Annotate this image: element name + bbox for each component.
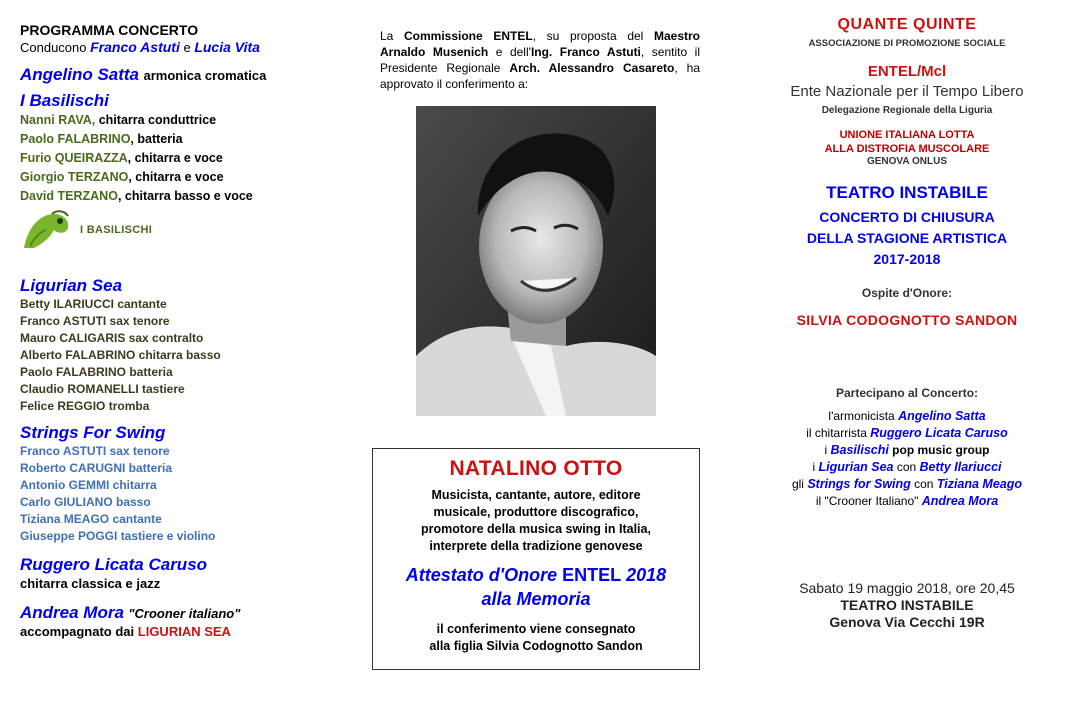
conductor-join: e xyxy=(183,40,191,55)
delegazione-label: Delegazione Regionale della Liguria xyxy=(821,105,993,116)
ruggero-role: chitarra classica e jazz xyxy=(20,576,161,591)
award-box xyxy=(372,448,700,670)
basilischi-logo-text: I BASILISCHI xyxy=(80,224,153,236)
conducono-label: Conducono xyxy=(20,40,87,55)
ruggero-name: Ruggero Licata Caruso xyxy=(20,555,208,574)
ente-name: Ente Nazionale per il Tempo Libero xyxy=(790,83,1024,100)
list-item: Paolo FALABRINO, batteria xyxy=(20,132,183,146)
strings-title: Strings For Swing xyxy=(20,423,166,442)
list-item: Roberto CARUGNI batteria xyxy=(20,461,173,475)
list-item: Giuseppe POGGI tastiere e violino xyxy=(20,529,216,543)
list-item: Carlo GIULIANO basso xyxy=(20,495,151,509)
honoree-description: Musicista, cantante, autore, editore musicale, produttore discografico, promotore della musica swing in Italia, interprete della tradizione genovese xyxy=(421,488,651,553)
list-item: Nanni RAVA, chitarra conduttrice xyxy=(20,113,217,127)
conductor-2: Lucia Vita xyxy=(194,39,260,55)
participants-list xyxy=(762,408,1052,510)
list-item: Alberto FALABRINO chitarra basso xyxy=(20,348,221,362)
programma-column xyxy=(20,22,350,639)
teatro-title: TEATRO INSTABILE xyxy=(826,183,988,202)
attestato-title: Attestato d'Onore ENTEL 2018 alla Memoria xyxy=(405,565,667,609)
conductor-1: Franco Astuti xyxy=(90,39,180,55)
quante-quinte-title: QUANTE QUINTE xyxy=(837,16,977,33)
list-item: l'armonicista Angelino Satta xyxy=(828,409,986,423)
list-item: gli Strings for Swing con Tiziana Meago xyxy=(791,477,1023,491)
uildm-name: UNIONE ITALIANA LOTTA ALLA DISTROFIA MUSCOLARE xyxy=(824,129,990,155)
andrea-accomp: accompagnato dai xyxy=(20,624,135,639)
programma-title: PROGRAMMA CONCERTO xyxy=(20,22,199,38)
list-item: Betty ILARIUCCI cantante xyxy=(20,297,167,311)
honoree-name: NATALINO OTTO xyxy=(449,457,623,480)
lizard-icon xyxy=(20,208,72,252)
ligurian-title: Ligurian Sea xyxy=(20,276,123,295)
andrea-accomp-line xyxy=(20,624,350,639)
list-item: Franco ASTUTI sax tenore xyxy=(20,444,170,458)
portrait-image xyxy=(416,106,656,416)
award-intro: La Commissione ENTEL, su proposta del Maestro Arnaldo Musenich e dell'Ing. Franco Astuti, sentito il Presidente Regionale Arch. Alessandro Casareto, ha approvato il conferimento a: xyxy=(380,29,701,91)
list-item: Franco ASTUTI sax tenore xyxy=(20,314,170,328)
participants-title: Partecipano al Concerto: xyxy=(835,386,979,400)
andrea-band: LIGURIAN SEA xyxy=(137,624,231,639)
conducono-line xyxy=(20,39,350,55)
list-item: Mauro CALIGARIS sax contralto xyxy=(20,331,204,345)
list-item: Antonio GEMMI chitarra xyxy=(20,478,157,492)
list-item: il chitarrista Ruggero Licata Caruso xyxy=(806,426,1008,440)
list-item: i Basilischi pop music group xyxy=(824,443,990,457)
concert-subtitle: CONCERTO DI CHIUSURA DELLA STAGIONE ARTISTICA 2017-2018 xyxy=(806,209,1008,267)
list-item: il "Crooner Italiano" Andrea Mora xyxy=(815,494,999,508)
basilischi-logo xyxy=(20,206,350,254)
list-item: Furio QUEIRAZZA, chitarra e voce xyxy=(20,151,223,165)
event-column xyxy=(762,16,1052,631)
entel-title: ENTEL/Mcl xyxy=(867,63,947,80)
list-item: Giorgio TERZANO, chitarra e voce xyxy=(20,170,224,184)
natalino-portrait xyxy=(416,106,656,416)
list-item: Claudio ROMANELLI tastiere xyxy=(20,382,185,396)
event-details xyxy=(762,580,1052,631)
strings-members xyxy=(20,443,350,545)
list-item: David TERZANO, chitarra basso e voce xyxy=(20,189,253,203)
angelino-line xyxy=(20,65,350,85)
andrea-name: Andrea Mora xyxy=(20,603,124,622)
award-column xyxy=(372,28,702,653)
angelino-role: armonica cromatica xyxy=(143,68,267,83)
andrea-line xyxy=(20,603,350,623)
ospite-label: Ospite d'Onore: xyxy=(861,286,953,300)
association-label: ASSOCIAZIONE DI PROMOZIONE SOCIALE xyxy=(808,38,1006,49)
ligurian-members xyxy=(20,296,350,415)
attestato-note: il conferimento viene consegnato alla figlia Silvia Codognotto Sandon xyxy=(429,622,643,653)
andrea-quote: "Crooner italiano" xyxy=(128,606,241,621)
event-date: Sabato 19 maggio 2018, ore 20,45 xyxy=(799,580,1015,596)
basilischi-title: I Basilischi xyxy=(20,91,109,110)
ospite-name: SILVIA CODOGNOTTO SANDON xyxy=(796,312,1018,328)
angelino-name: Angelino Satta xyxy=(20,65,140,84)
event-venue: TEATRO INSTABILE xyxy=(840,597,974,613)
basilischi-members xyxy=(20,111,350,206)
event-address: Genova Via Cecchi 19R xyxy=(829,614,985,630)
list-item: Paolo FALABRINO batteria xyxy=(20,365,173,379)
list-item: Felice REGGIO tromba xyxy=(20,399,150,413)
list-item: Tiziana MEAGO cantante xyxy=(20,512,162,526)
list-item: i Ligurian Sea con Betty Ilariucci xyxy=(812,460,1002,474)
genova-onlus: GENOVA ONLUS xyxy=(866,156,947,167)
